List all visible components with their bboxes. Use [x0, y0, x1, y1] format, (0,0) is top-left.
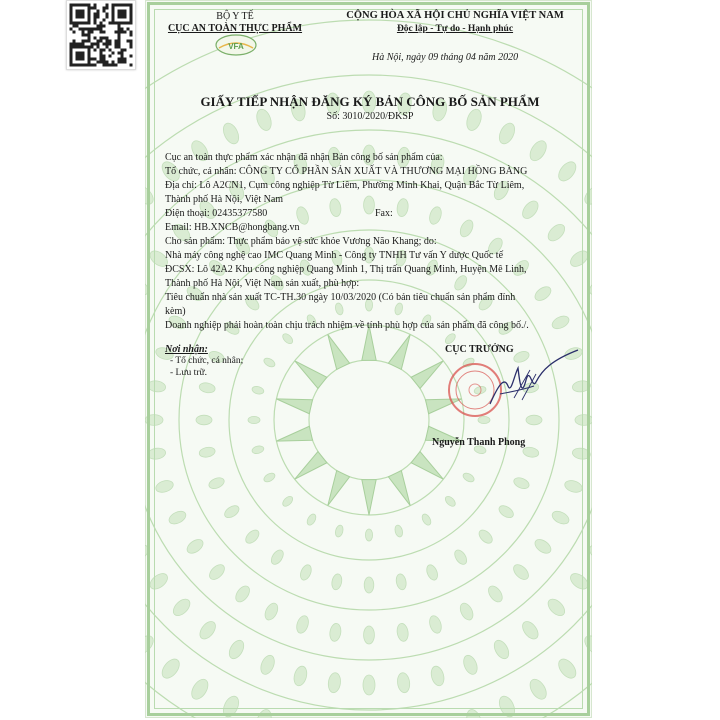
- qr-code: [66, 0, 136, 70]
- signer-title: CỤC TRƯỞNG: [445, 344, 514, 355]
- body-fax: Fax:: [375, 208, 393, 219]
- body-intro: Cục an toàn thực phẩm xác nhận đã nhận Bản công bố sản phẩm của:: [165, 152, 443, 163]
- vfa-logo: [215, 34, 257, 56]
- signature: [470, 346, 582, 416]
- recipient-item: - Lưu trữ.: [170, 368, 207, 378]
- body-standard: Tiêu chuẩn nhà sản xuất TC-TH.30 ngày 10/03/2020 (Có bản tiêu chuẩn sản phẩm đính: [165, 292, 516, 303]
- place-date: Hà Nội, ngày 09 tháng 04 năm 2020: [372, 52, 519, 63]
- body-responsibility: Doanh nghiệp phải hoàn toàn chịu trách nhiệm về tính phù hợp của sản phẩm đã công bố./.: [165, 320, 529, 331]
- document-number: Số: 3010/2020/ĐKSP: [326, 111, 414, 122]
- republic-name: CỘNG HÒA XÃ HỘI CHỦ NGHĨA VIỆT NAM: [346, 10, 564, 21]
- recipients-label: Nơi nhận:: [165, 344, 208, 355]
- body-product: Cho sản phẩm: Thực phẩm bảo vệ sức khỏe Vương Não Khang; do:: [165, 236, 437, 247]
- svg-text:VFA: VFA: [228, 42, 244, 51]
- body-standard-cont: kèm): [165, 306, 186, 317]
- body-manufacturer: Nhà máy công nghệ cao IMC Quang Minh - Công ty TNHH Tư vấn Y dược Quốc tế: [165, 250, 504, 261]
- body-address-cont: Thành phố Hà Nội, Việt Nam: [165, 194, 284, 205]
- body-email: Email: HB.XNCB@hongbang.vn: [165, 222, 300, 233]
- signer-name: Nguyễn Thanh Phong: [432, 437, 526, 448]
- body-phone: Điện thoại: 02435377580: [165, 208, 268, 219]
- recipient-item: - Tổ chức, cá nhân;: [170, 356, 244, 366]
- ministry-name: BỘ Y TẾ: [216, 11, 254, 22]
- body-address: Địa chỉ: Lô A2CN1, Cụm công nghiệp Từ Liêm, Phường Minh Khai, Quận Bắc Từ Liêm,: [165, 180, 525, 191]
- agency-name: CỤC AN TOÀN THỰC PHẨM: [167, 23, 303, 34]
- body-factory-address: ĐCSX: Lô 42A2 Khu công nghiệp Quang Minh 1, Thị trấn Quang Minh, Huyện Mê Linh,: [165, 264, 527, 275]
- body-factory-address-cont: Thành phố Hà Nội, Việt Nam sản xuất, phù hợp:: [165, 278, 360, 289]
- body-organization: Tổ chức, cá nhân: CÔNG TY CỔ PHẦN SẢN XUẤT VÀ THƯƠNG MẠI HỒNG BÀNG: [165, 166, 528, 177]
- national-motto: Độc lập - Tự do - Hạnh phúc: [396, 24, 514, 34]
- document-title: GIẤY TIẾP NHẬN ĐĂNG KÝ BẢN CÔNG BỐ SẢN PHẨM: [200, 94, 540, 109]
